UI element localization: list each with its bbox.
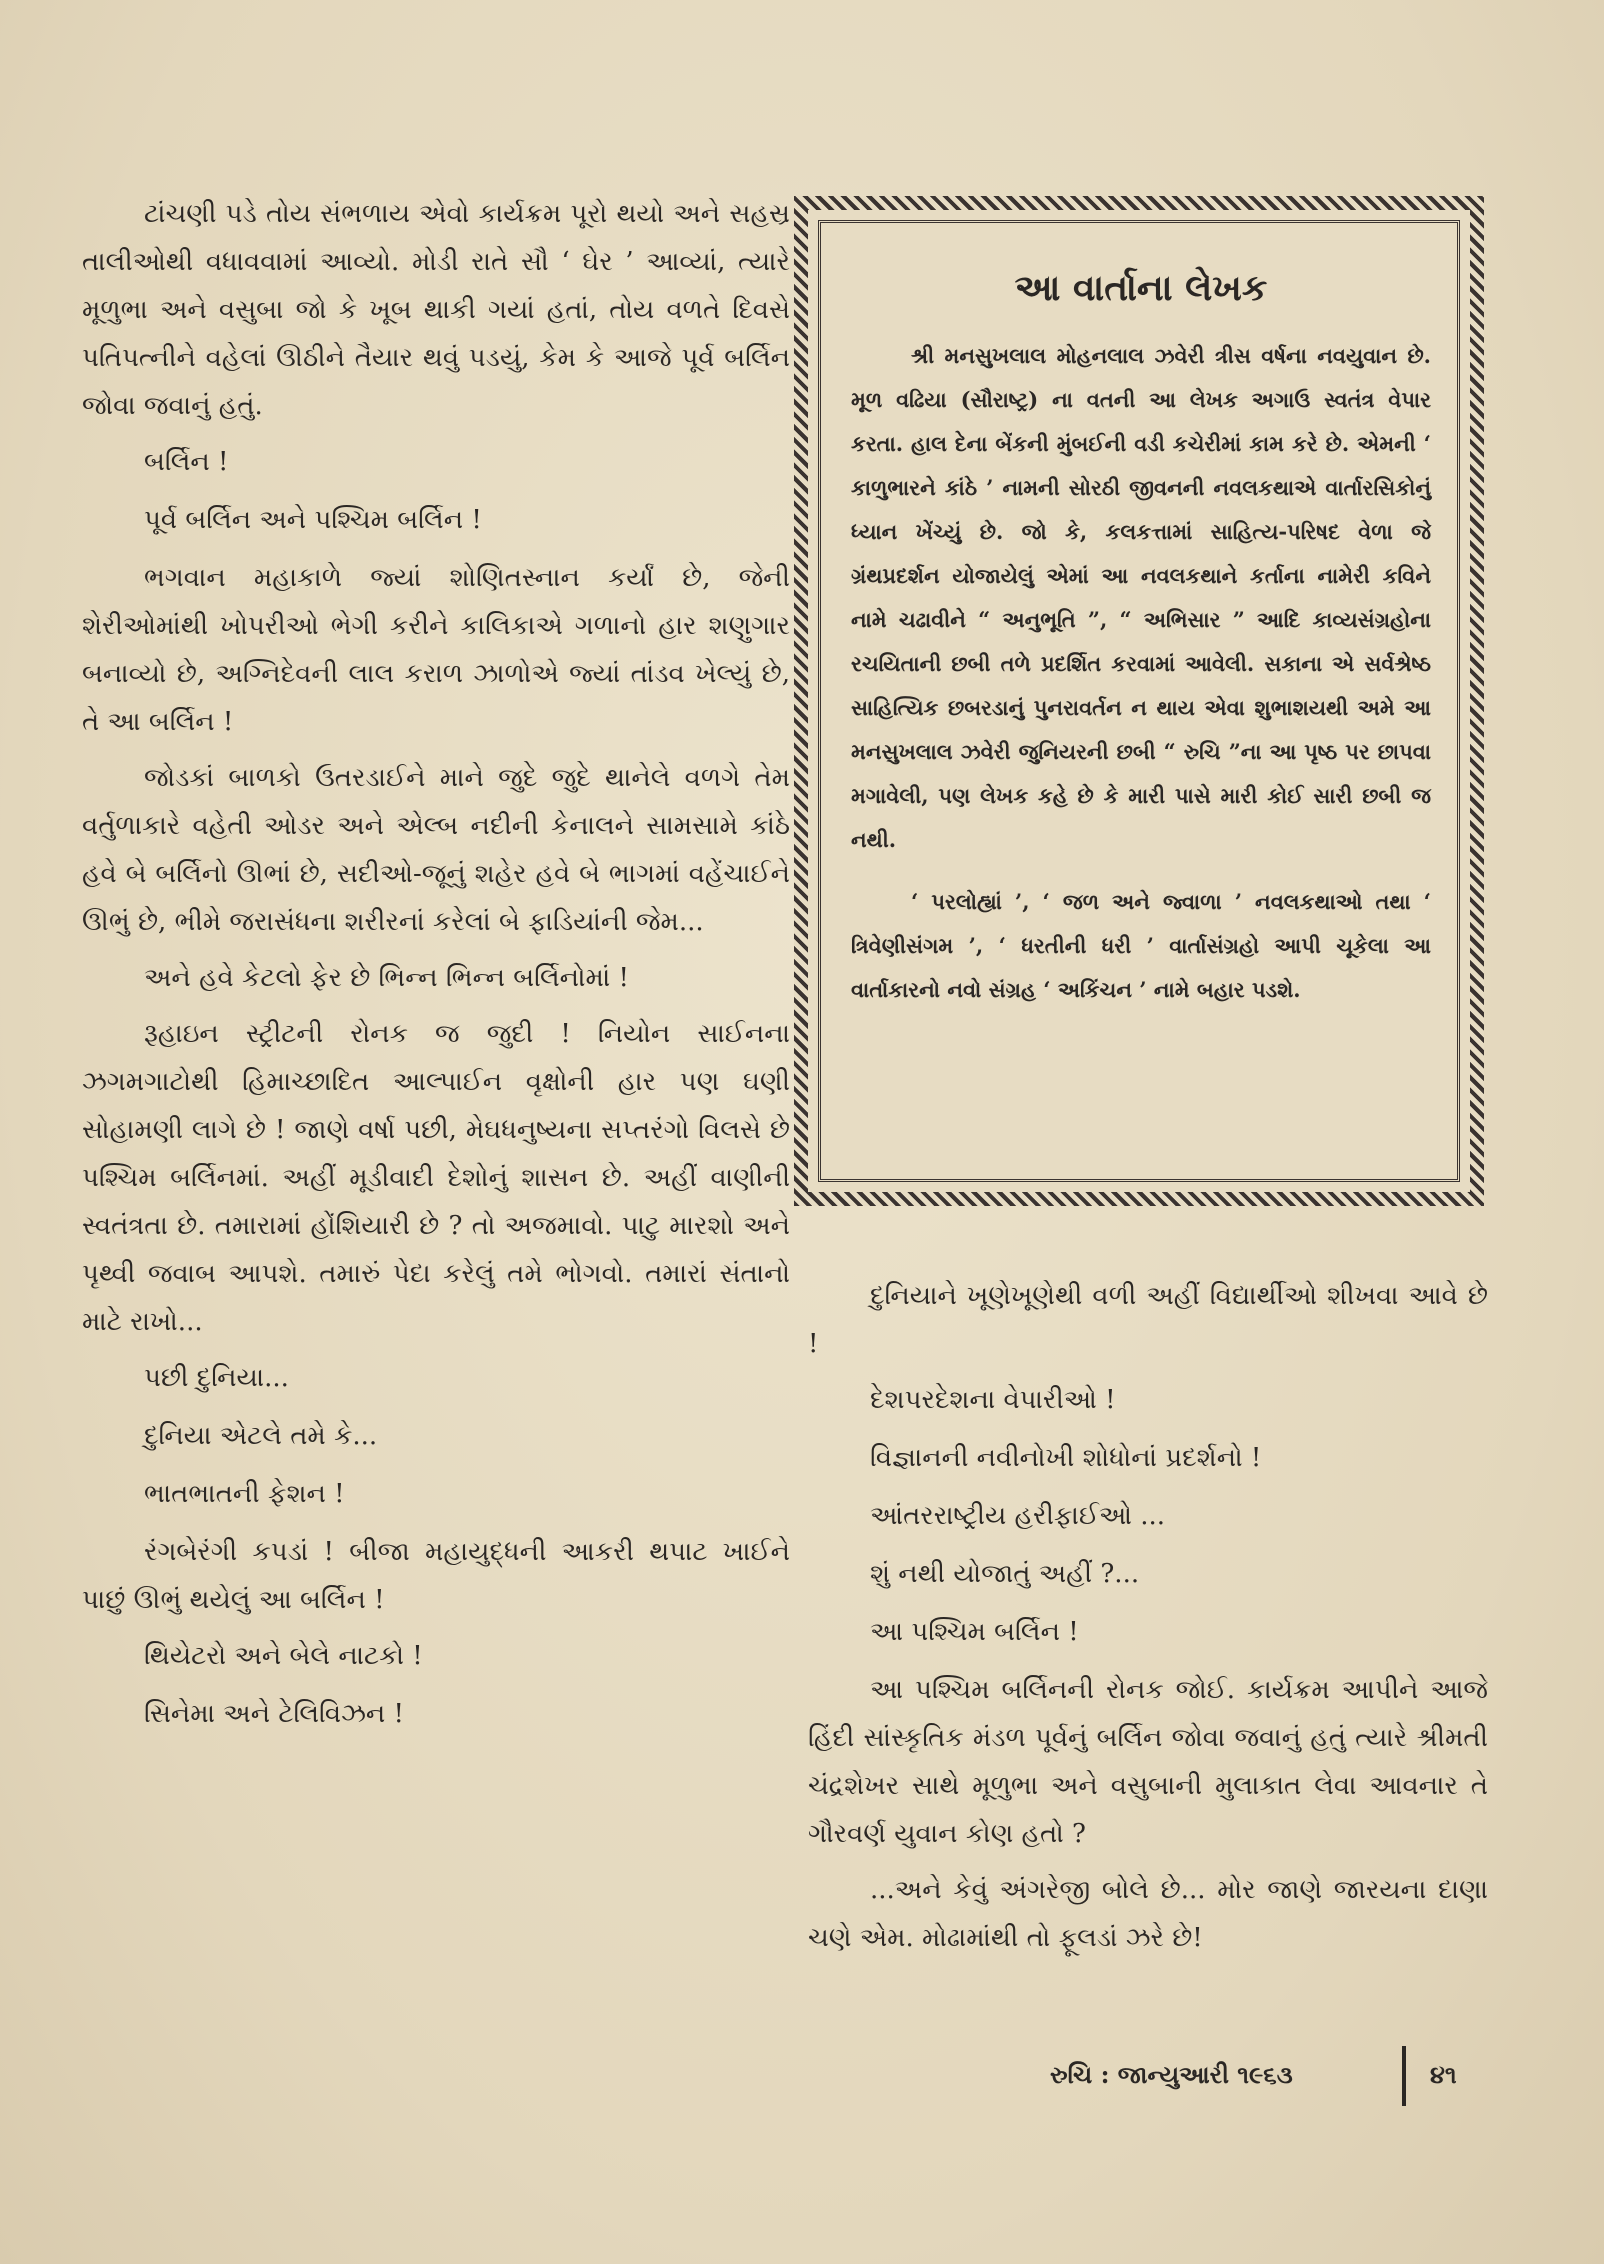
story-paragraph: અને હવે કેટલો ફેર છે ભિન્ન ભિન્ન બર્લિનોમાં ! [144, 963, 629, 993]
author-box-title: આ વાર્તાના લેખક [1014, 267, 1268, 309]
story-paragraph: પૂર્વ બર્લિન અને પશ્ચિમ બર્લિન ! [144, 505, 482, 535]
author-info-box-frame [818, 220, 1460, 1182]
magazine-issue-label: રુચિ : જાન્યુઆરી ૧૯૬૩ [1050, 2060, 1293, 2089]
story-paragraph: આંતરરાષ્ટ્રીય હરીફાઈઓ ... [870, 1501, 1166, 1531]
story-paragraph: દુનિયાને ખૂણેખૂણેથી વળી અહીં વિદ્યાર્થીઓ શીખવા આવે છે ! [808, 1281, 1488, 1359]
story-paragraph: રંગબેરંગી કપડાં ! બીજા મહાયુદ્ધની આકરી થપાટ ખાઈને પાછું ઊભું થયેલું આ બર્લિન ! [82, 1537, 790, 1615]
footer-divider [1402, 2046, 1406, 2106]
story-paragraph: દેશપરદેશના વેપારીઓ ! [870, 1385, 1116, 1415]
story-paragraph: આ પશ્ચિમ બર્લિન ! [870, 1617, 1079, 1647]
story-paragraph: થિયેટરો અને બેલે નાટકો ! [144, 1641, 423, 1671]
page-number: ૪૧ [1430, 2060, 1457, 2089]
story-paragraph: સિનેમા અને ટેલિવિઝન ! [144, 1699, 404, 1729]
author-box-paragraph: શ્રી મનસુખલાલ મોહનલાલ ઝવેરી ત્રીસ વર્ષના નવયુવાન છે. મૂળ વઢિયા (સૌરાષ્ટ્ર) ના વતની આ લેખક અગાઉ સ્વતંત્ર વેપાર કરતા. હાલ દેના બેંકની મુંબઈની વડી કચેરીમાં કામ કરે છે. એમની ‘ કાળુભારને કાંઠે ’ નામની સોરઠી જીવનની નવલકથાએ વાર્તારસિકોનું ધ્યાન ખેંચ્યું છે. જો કે, કલકત્તામાં સાહિત્ય-પરિષદ વેળા જે ગ્રંથપ્રદર્શન યોજાયેલું એમાં આ નવલકથાને કર્તાના નામેરી કવિને નામે ચઢાવીને “ અનુભૂતિ ”, “ અભિસાર ” આદિ કાવ્યસંગ્રહોના રચયિતાની છબી તળે પ્રદર્શિત કરવામાં આવેલી. સકાના એ સર્વશ્રેષ્ઠ સાહિત્યિક છબરડાનું પુનરાવર્તન ન થાય એવા શુભાશયથી અમે આ મનસુખલાલ ઝવેરી જુનિયરની છબી “ રુચિ ”ના આ પૃષ્ઠ પર છાપવા મગાવેલી, પણ લેખક કહે છે કે મારી પાસે મારી કોઈ સારી છબી જ નથી. [851, 343, 1431, 852]
author-box-paragraph: ‘ પરલોહ્યાં ’, ‘ જળ અને જ્વાળા ’ નવલકથાઓ તથા ‘ ત્રિવેણીસંગમ ’, ‘ ધરતીની ધરી ’ વાર્તાસંગ્રહો આપી ચૂકેલા આ વાર્તાકારનો નવો સંગ્રહ ‘ અકિંચન ’ નામે બહાર પડશે. [851, 889, 1431, 1002]
story-paragraph: ટાંચણી પડે તોય સંભળાય એવો કાર્યક્રમ પૂરો થયો અને સહસ્ર તાલીઓથી વધાવવામાં આવ્યો. મોડી રાતે સૌ ‘ ઘેર ’ આવ્યાં, ત્યારે મૂળુભા અને વસુબા જો કે ખૂબ થાકી ગયાં હતાં, તોય વળતે દિવસે પતિપત્નીને વહેલાં ઊઠીને તૈયાર થવું પડયું, કેમ કે આજે પૂર્વ બર્લિન જોવા જવાનું હતું. [82, 199, 790, 421]
story-paragraph: રૂહાઇન સ્ટ્રીટની રોનક જ જુદી ! નિયોન સાઈનના ઝગમગાટોથી હિમાચ્છાદિત આલ્પાઈન વૃક્ષોની હાર પણ ઘણી સોહામણી લાગે છે ! જાણે વર્ષા પછી, મેઘધનુષ્યના સપ્તરંગો વિલસે છે પશ્ચિમ બર્લિનમાં. અહીં મૂડીવાદી દેશોનું શાસન છે. અહીં વાણીની સ્વતંત્રતા છે. તમારામાં હોંશિયારી છે ? તો અજમાવો. પાટુ મારશો અને પૃથ્વી જવાબ આપશે. તમારું પેદા કરેલું તમે ભોગવો. તમારાં સંતાનો માટે રાખો... [82, 1019, 790, 1337]
story-paragraph: આ પશ્ચિમ બર્લિનની રોનક જોઈ. કાર્યક્રમ આપીને આજે હિંદી સાંસ્કૃતિક મંડળ પૂર્વનું બર્લિન જોવા જવાનું હતું ત્યારે શ્રીમતી ચંદ્રશેખર સાથે મૂળુભા અને વસુબાની મુલાકાત લેવા આવનાર તે ગૌરવર્ણ યુવાન કોણ હતો ? [808, 1675, 1488, 1849]
story-paragraph: જોડકાં બાળકો ઉતરડાઈને માને જુદે જુદે થાનેલે વળગે તેમ વર્તુળાકારે વહેતી ઓડર અને એલ્બ નદીની કેનાલને સામસામે કાંઠે હવે બે બર્લિનો ઊભાં છે, સદીઓ-જૂનું શહેર હવે બે ભાગમાં વહેંચાઈને ઊભું છે, ભીમે જરાસંધના શરીરનાં કરેલાં બે ફાડિયાંની જેમ... [82, 763, 790, 937]
story-paragraph: શું નથી યોજાતું અહીં ?... [870, 1559, 1140, 1589]
story-paragraph: ભગવાન મહાકાળે જ્યાં શોણિતસ્નાન કર્યાં છે, જેની શેરીઓમાંથી ખોપરીઓ ભેગી કરીને કાલિકાએ ગળાનો હાર શણુગાર બનાવ્યો છે, અગ્નિદેવની લાલ કરાળ ઝાળોએ જ્યાં તાંડવ ખેલ્યું છે, તે આ બર્લિન ! [82, 563, 790, 737]
story-paragraph: વિજ્ઞાનની નવીનોખી શોધોનાં પ્રદર્શનો ! [870, 1443, 1262, 1473]
story-paragraph: ...અને કેવું અંગરેજી બોલે છે... મોર જાણે જારયના દાણા ચણે એમ. મોઢામાંથી તો ફૂલડાં ઝરે છે! [808, 1875, 1488, 1953]
story-paragraph: દુનિયા એટલે તમે કે... [144, 1421, 378, 1451]
story-left-column [82, 190, 790, 1748]
story-right-column [808, 1272, 1488, 1970]
story-paragraph: બર્લિન ! [144, 447, 229, 477]
author-info-box [794, 196, 1484, 1206]
page-footer [1030, 2046, 1530, 2106]
story-paragraph: ભાતભાતની ફેશન ! [144, 1479, 345, 1509]
story-paragraph: પછી દુનિયા... [144, 1363, 289, 1393]
